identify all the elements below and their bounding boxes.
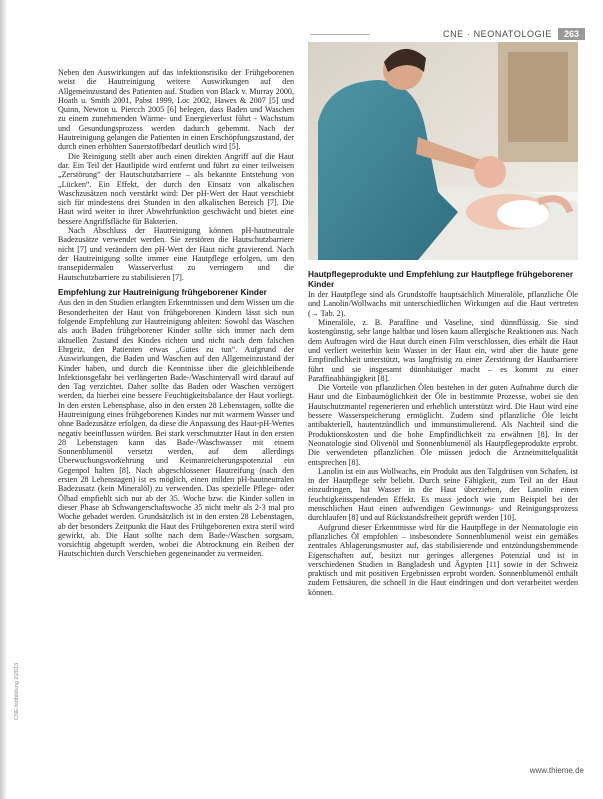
page-number: 263: [558, 28, 585, 40]
section-heading: Empfehlung zur Hautreinigung frühgeborener Kinder: [58, 286, 267, 297]
footer-url[interactable]: www.thieme.de: [529, 766, 584, 775]
paragraph: Neben den Auswirkungen auf das infektionsrisiko der Frühgeborenen weist die Hautreinigung weitere Auswirkungen auf den Allgemeinzustand des Patienten auf. Studien von Black v. Murray 2000, Hoath u. Smith 2001, Pabst 1999, Loc 2002, Hawes & 2007 [5] und Quinn, Newton u. Piercch 2005 [6] belegen, dass Baden und Waschen zu einem zunehmenden Wärme- und Energieverlust führt - Wachstum und Gesundungsprozess werden dadurch gehemmt. Nach der Hautreinigung gelangen die Patienten in einen Erschöpfungszustand, der durch einen erhöhten Sauerstoffbedarf deutlich wird [5].: [58, 68, 294, 152]
paragraph: Aus den in den Studien erlangten Erkenntnissen und dem Wissen um die Besonderheiten der Haut von frühgeborenen Kindern lässt sich nun folgende Empfehlung zur Hautreinigung ableiten: Sowohl das Waschen als auch Baden frühgeborener Kinder sollte sich immer nach dem aktuellen Zustand des Kindes richten und nicht nach dem falschen Ehrgeiz, den Patienten etwas „Gutes zu tun“. Aufgrund der Auswirkungen, die Baden und Waschen auf den Allgemeinzustand der Kinder haben, und durch die Kenntnisse über die gleichbleibende Infektionsgefahr bei verlängerten Bade-/Waschintervall wird darauf auf den Tag verzichtet. Daher sollte das Baden oder Waschen verzögert werden, da hierbei eine bessere Feuchtigkeitsbalance der Haut vorliegt. In den ersten Lebensphase, also in den ersten 28 Lebenstagen, sollte die Hautreinigung eines frühgeborenen Kindes nur mit warmem Wasser und ohne Badezusätze erfolgen, da diese die Anpassung des Haut-pH-Wertes negativ beeinflussen würden. Bei stark verschmutzter Haut in den ersten 28 Lebenstagen kann das Bade-/Waschwasser mit einem Sonnenblumenöl versetzt werden, auf dem allerdings Überwuchungsvorkehrung und Keimanreicherungspotenzial ein Gegenpol halten [8]. Nach abgeschlossener Hautreifung (nach den ersten 28 Lebenstagen) ist es möglich, einen milden pH-hautneutralen Badezusatz (kein Mineralöl) zu verwenden. Das spezielle Pflege- oder Ölbad empfiehlt sich nur ab der 35. Woche bzw. die Kinder sollen in dieser Phase ab Schwangerschaftswoche 35 nicht mehr als 2-3 mal pro Woche gebadet werden. Grundsätzlich ist in den ersten 28 Lebenstagen, ab der besonders Zeitpunkt die Haut des Frühgeborenen extra steril wird gewirkt, ab. Die Haut sollte nach dem Bade-/Waschen sorgsam, vorsichtig abgetupft werden, wobei die Abtrocknung ein Reiben der Hautschichten durch Verschieben gegeneinander zu vermeiden.: [58, 298, 294, 559]
paragraph: Die Reinigung stellt aber auch einen direkten Angriff auf die Haut dar. Ein Teil der Hautlipide wird entfernt und führt zu einer teilweisen „Zerstörung“ der Hautschutzbarriere – als bekannte Entstehung von „Lücken“. Ein Effekt, der durch den Einsatz von alkalischen Waschzusätzen noch verstärkt wird: Der pH-Wert der Haut verschiebt sich für mindestens drei Stunden in den alkalischen Bereich [7]. Die Haut wird weiter in ihrer Abwehrfunktion geschwächt und bietet eine bessere Angriffsfläche für Bakterien.: [58, 151, 294, 226]
paragraph: Aufgrund dieser Erkenntnisse wird für die Hautpflege in der Neonatologie ein pflanzliches Öl empfohlen – insbesondere Sonnenblumenöl weist ein gemäßes zentrales Ablagerungsmuster auf, das stabilisierende und entzündungshemmende Eigenschaften auf, besitzt nur geringes allergenes Potenzial und ist in verschiedenen Studien in Bangladesh und Ägypten [11] sowie in der Schweiz praktisch und mit positiven Ergebnissen erprobt worden. Sonnenblumenöl enthält zudem Fettsäuren, die schnell in die Haut eindringen und dort verarbeitet werden können.: [308, 522, 578, 597]
paragraph: Die Vorteile von pflanzlichen Ölen bestehen in der guten Aufnahme durch die Haut und die Einbaumöglichkeit der Öle in bestimmte Prozesse, wobei sie den Hautschutzmantel regenerieren und erheblich unterstützt wird. Die Haut wird eine bessere Wasserspeicherung ermöglicht. Zudem sind pflanzliche Öle leicht antibakteriell, hautentzündlich und immunstimulierend. Als Nachteil sind die Produktionskosten und die hohe Empfindlichkeit zu erwähnen [8]. In der Neonatologie sind Olivenöl und Sonnenblumenöl als Hautpflegeprodukte erprobt. Die verwendeten pflanzlichen Öle müssen jedoch die Arzneimittelqualität entsprechen [8].: [308, 383, 578, 467]
paragraph: Nach Abschluss der Hautreinigung können pH-hautneutrale Badezusätze verwendet werden. Sie zerstören die Hautschutzbarriere nicht [7] und verändern den pH-Wert der Haut nicht gravierend. Nach der Hautreinigung sollte immer eine Hautpflege erfolgen, um den transepidermalen Wasserverlust zu verringern und die Hautschutzbarriere zu stabilisieren [7].: [58, 226, 294, 282]
left-column: [58, 68, 294, 758]
right-column: [308, 270, 578, 750]
paragraph: Lanolin ist ein aus Wollwachs, ein Produkt aus den Talgdrüsen von Schafen, ist in der Hautpflege sehr beliebt. Durch seine Fähigkeit, zum Teil an der Haut einzudringen, hat Wasser in die Haut überziehen, der Lanolin einen feuchtigkeitsspendenden Effekt. Es muss jedoch wie zum Beispiel bei der menschlichen Haut einen aufwendigen Gewinnungs- und Reinigungsprozess durchlaufen [8] und auf Rückstandsfreiheit geprüft werden [10].: [308, 466, 578, 523]
section-label: CNE · NEONATOLOGIE: [442, 29, 552, 39]
photo-nurse-with-infant-icon: [308, 42, 578, 260]
header-rule: [310, 34, 370, 35]
paragraph: Mineralöle, z. B. Paraffine und Vaseline, sind dünnflüssig. Sie sind kostengünstig, sehr lange haltbar und lösen kaum allergische Reaktionen aus. Nach dem Auftragen wird die Haut durch einen Film verschlossen, dies erhält die Haut und verliert weiterhin kein Wasser in der Haut ein, wird aber die haute gene Empfindlichkeit unterstützt, was langfristig zu einer Zerstörung der Hautbarriere führt und sie insgesamt dünnhäutiger macht – es kommt zu einer Paraffinabhängigkeit [8].: [308, 318, 578, 383]
sidebar-note: CNE.fortbildung 2|2013: [14, 662, 20, 720]
running-header: [370, 26, 585, 42]
page-edge: [0, 0, 6, 799]
article-photo: [308, 42, 578, 260]
section-heading: Hautpflegeprodukte und Empfehlung zur Hautpflege frühgeborener Kinder: [308, 270, 574, 289]
paragraph: In der Hautpflege sind als Grundstoffe hauptsächlich Mineralöle, pflanzliche Öle und Lanolin/Wollwachs mit unterschiedlichen Wirkungen auf die Haut vertreten (→ Tab. 2).: [308, 290, 578, 318]
